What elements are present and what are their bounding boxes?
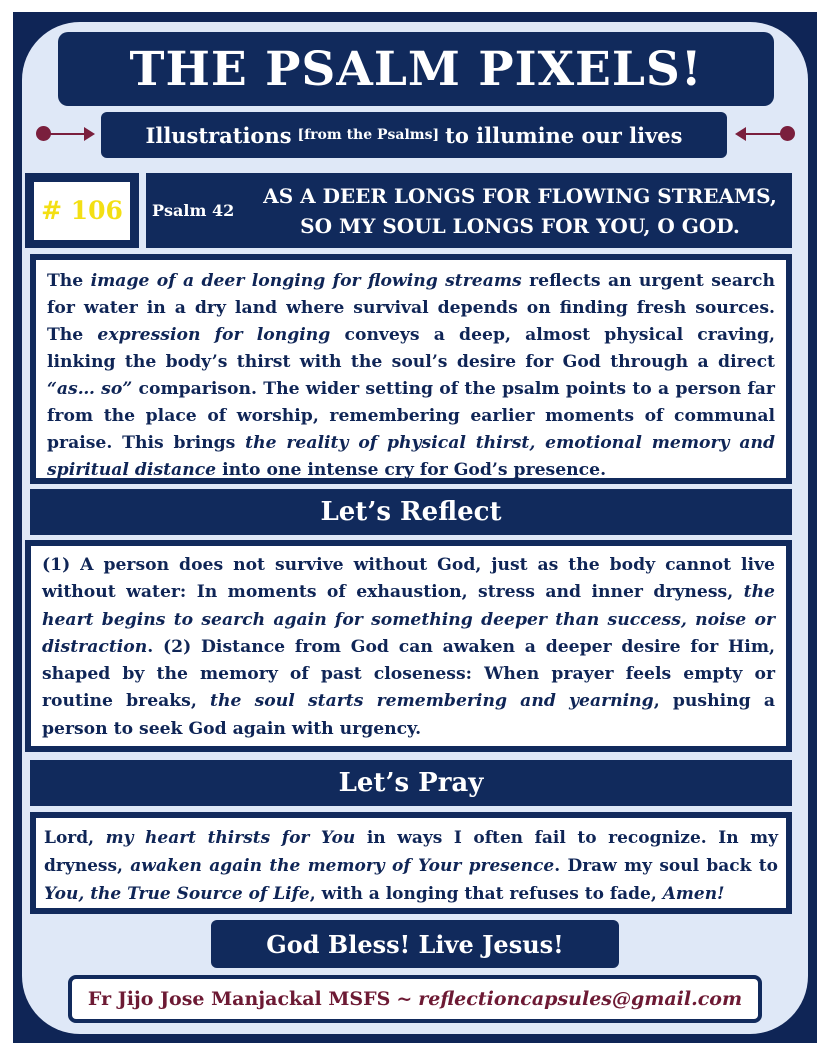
page-title: THE PSALM PIXELS! — [58, 32, 774, 106]
left-arrowhead-icon — [735, 127, 746, 141]
intro-paragraph: The image of a deer longing for flowing streams reflects an urgent search for water in a dry land where survival depends on finding fresh sources. The expression for longing conveys a deep, almost physical craving, linking the body’s thirst with the soul’s desire for God through a direct “as… so” comparison. The wider setting of the psalm points to a person far from the place of worship, remembering earlier moments of communal praise. This brings the reality of physical thirst, emotional memory and spiritual distance into one intense cry for God’s presence. — [30, 254, 792, 484]
verse-line-2: SO MY SOUL LONGS FOR YOU, O GOD. — [300, 213, 740, 238]
subtitle-banner — [101, 112, 727, 158]
reflect-heading: Let’s Reflect — [30, 489, 792, 535]
entry-number-box — [25, 173, 139, 248]
subtitle-text-a: Illustrations — [145, 122, 292, 148]
author-email[interactable]: reflectioncapsules@gmail.com — [418, 988, 743, 1010]
reflect-paragraph: (1) A person does not survive without God, just as the body cannot live without water: In moments of exhaustion, stress and inner dryness, the heart begins to search again for something deeper than success, noise or distraction. (2) Distance from God can awaken a deeper desire for Him, shaped by the memory of past closeness: When prayer feels empty or routine breaks, the soul starts remembering and yearning, pushing a person to seek God again with urgency. — [25, 540, 792, 752]
author-name: Fr Jijo Jose Manjackal MSFS — [87, 988, 391, 1010]
right-dot-icon — [780, 126, 795, 141]
right-arrowhead-icon — [84, 127, 95, 141]
psalm-verse — [248, 181, 792, 241]
blessing-banner: God Bless! Live Jesus! — [211, 920, 619, 968]
verse-line-1: AS A DEER LONGS FOR FLOWING STREAMS, — [263, 183, 777, 208]
right-arrow-line — [746, 133, 782, 135]
author-signature — [68, 975, 762, 1023]
prayer-paragraph: Lord, my heart thirsts for You in ways I often fail to recognize. In my dryness, awaken again the memory of Your presence. Draw my soul back to You, the True Source of Life, with a longing that refuses to fade, Amen! — [30, 812, 792, 914]
left-arrow-line — [46, 133, 84, 135]
pray-heading: Let’s Pray — [30, 760, 792, 806]
subtitle-text-c: to illumine our lives — [445, 122, 683, 148]
author-separator: ~ — [396, 988, 413, 1010]
psalm-header — [146, 173, 792, 248]
entry-number: # 106 — [34, 182, 130, 240]
subtitle-text-b: [from the Psalms] — [297, 127, 440, 143]
psalm-reference: Psalm 42 — [152, 201, 235, 220]
